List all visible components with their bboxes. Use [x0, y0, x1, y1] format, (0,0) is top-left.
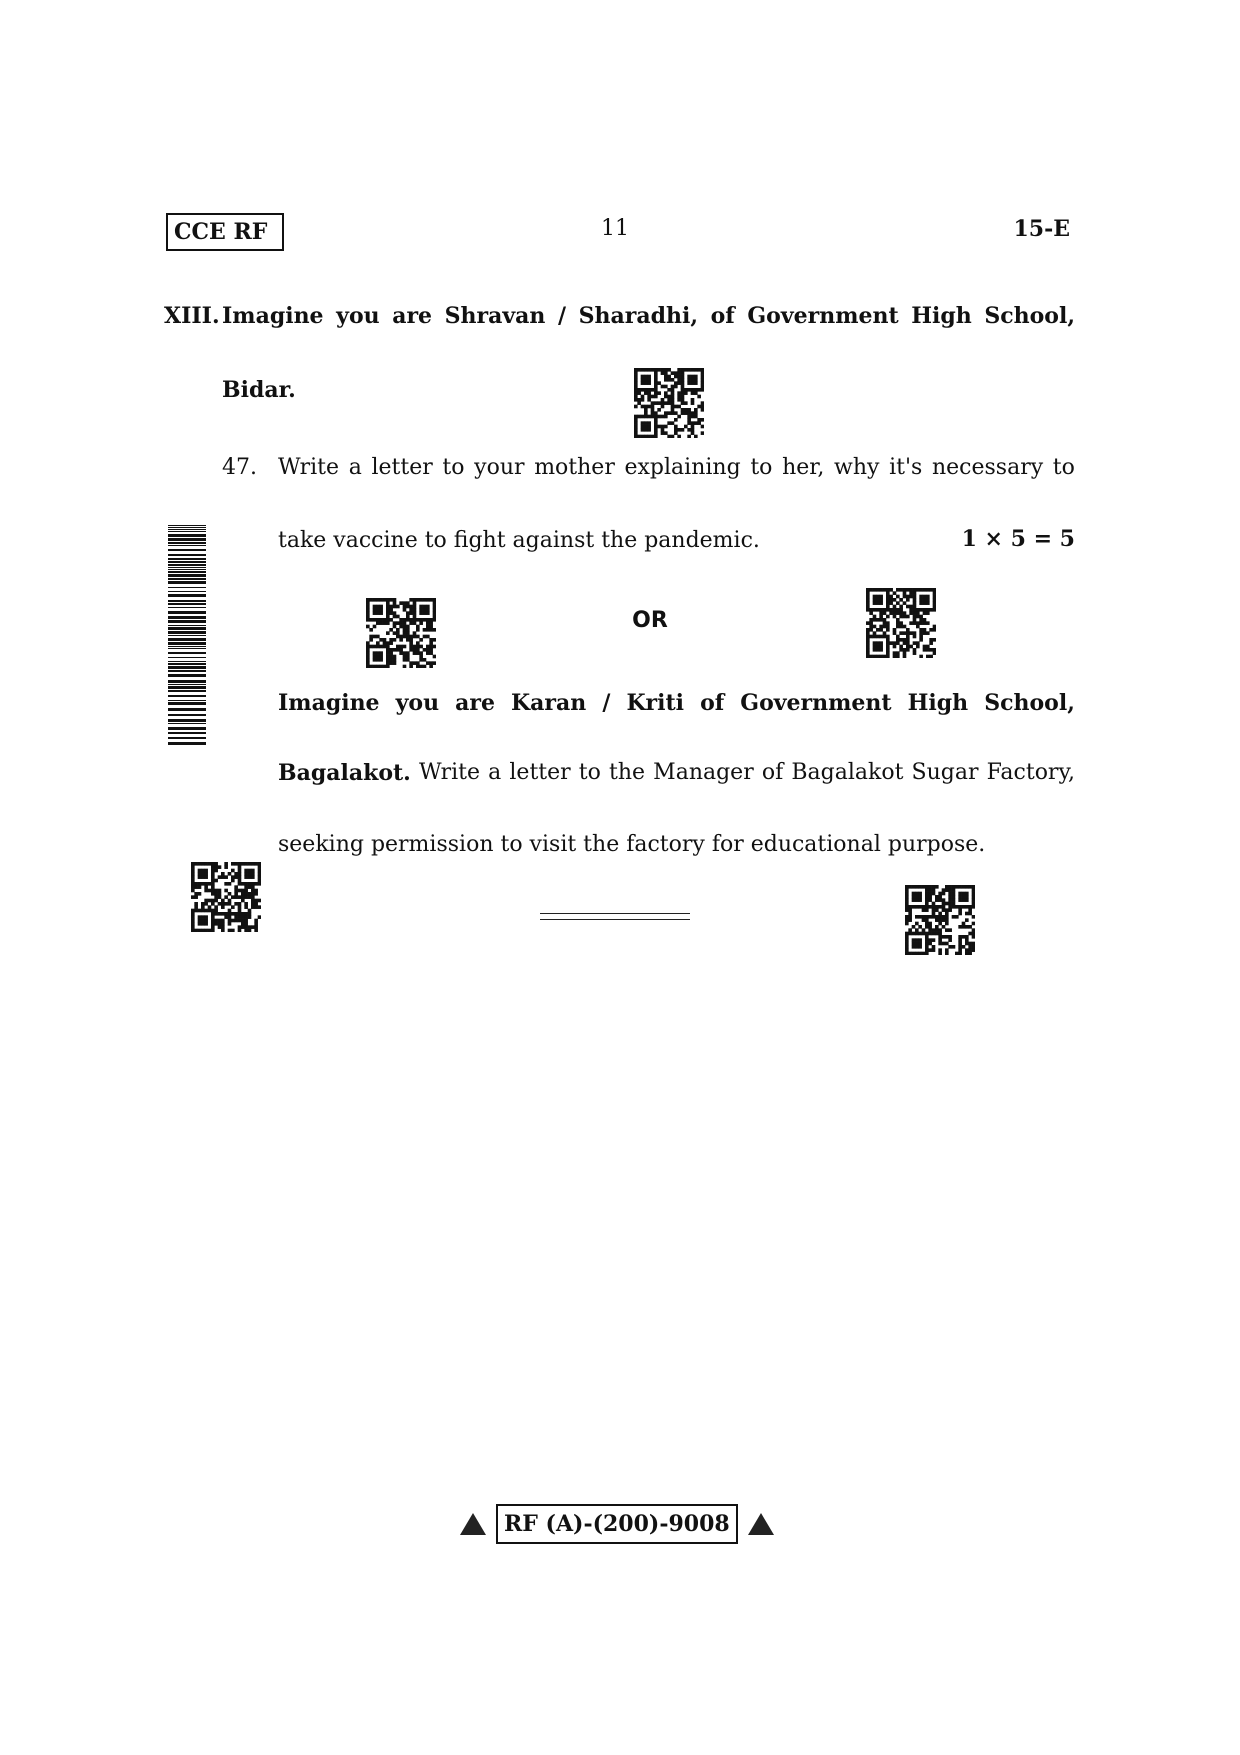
- word: her,: [782, 455, 825, 480]
- word: are: [392, 303, 433, 329]
- word: Government: [740, 690, 892, 716]
- section-heading-line-2: Bidar.: [222, 377, 296, 403]
- word: High: [907, 690, 969, 716]
- word: Kriti: [626, 690, 685, 716]
- page-number: 11: [601, 216, 629, 241]
- alternative-question-line-2: [278, 760, 1075, 786]
- word: to: [578, 760, 601, 785]
- qr-code-icon: [191, 862, 261, 932]
- paper-code: 15-E: [1013, 216, 1070, 242]
- word: explaining: [624, 455, 741, 480]
- word: a: [348, 455, 362, 480]
- question-text-line-1: [278, 455, 1075, 480]
- word: /: [558, 303, 567, 329]
- word: letter: [509, 760, 571, 785]
- word: to: [442, 455, 465, 480]
- alternative-school-location: Bagalakot.: [278, 760, 411, 786]
- word: to: [750, 455, 773, 480]
- word: Government: [747, 303, 899, 329]
- word: to: [1052, 455, 1075, 480]
- word: are: [455, 690, 495, 716]
- end-of-questions-rule: [540, 913, 690, 920]
- word: you: [395, 690, 440, 716]
- word: letter: [371, 455, 433, 480]
- qr-code-icon: [634, 368, 704, 438]
- word: necessary: [931, 455, 1044, 480]
- alternative-question-line-3: seeking permission to visit the factory for educational purpose.: [278, 832, 986, 857]
- triangle-up-icon: [460, 1513, 486, 1535]
- word: Shravan: [444, 303, 546, 329]
- word: a: [488, 760, 502, 785]
- alternative-question-line-1: [278, 690, 1075, 716]
- word: Bagalakot: [791, 760, 904, 785]
- word: of: [710, 303, 735, 329]
- qr-code-icon: [366, 598, 436, 668]
- word: Sharadhi,: [578, 303, 699, 329]
- section-heading-line-1: [222, 303, 1075, 329]
- word: Karan: [511, 690, 587, 716]
- word: Imagine: [278, 690, 380, 716]
- word: your: [474, 455, 525, 480]
- word: School,: [984, 303, 1075, 329]
- word: of: [761, 760, 784, 785]
- word: it's: [889, 455, 923, 480]
- word: mother: [534, 455, 615, 480]
- qr-code-icon: [905, 885, 975, 955]
- or-separator: OR: [632, 608, 668, 633]
- footer-code-box: RF (A)-(200)-9008: [496, 1504, 738, 1544]
- question-number: 47.: [222, 455, 257, 480]
- word: Write: [278, 455, 340, 480]
- word: Imagine: [222, 303, 324, 329]
- word: School,: [984, 690, 1075, 716]
- word: Manager: [653, 760, 754, 785]
- word: /: [602, 690, 611, 716]
- word: you: [336, 303, 380, 329]
- word: High: [911, 303, 972, 329]
- word: Factory,: [986, 760, 1075, 785]
- qr-code-icon: [866, 588, 936, 658]
- word: Write: [418, 760, 481, 785]
- question-text-line-2: take vaccine to fight against the pandemic.: [278, 528, 760, 553]
- footer: [460, 1504, 774, 1544]
- section-number: XIII.: [164, 303, 220, 329]
- word: of: [700, 690, 725, 716]
- word: why: [834, 455, 880, 480]
- paper-series-box: CCE RF: [166, 213, 284, 251]
- barcode-icon: [168, 525, 208, 747]
- triangle-up-icon: [748, 1513, 774, 1535]
- question-marks: 1 × 5 = 5: [961, 526, 1075, 552]
- word: Sugar: [911, 760, 979, 785]
- word: the: [609, 760, 646, 785]
